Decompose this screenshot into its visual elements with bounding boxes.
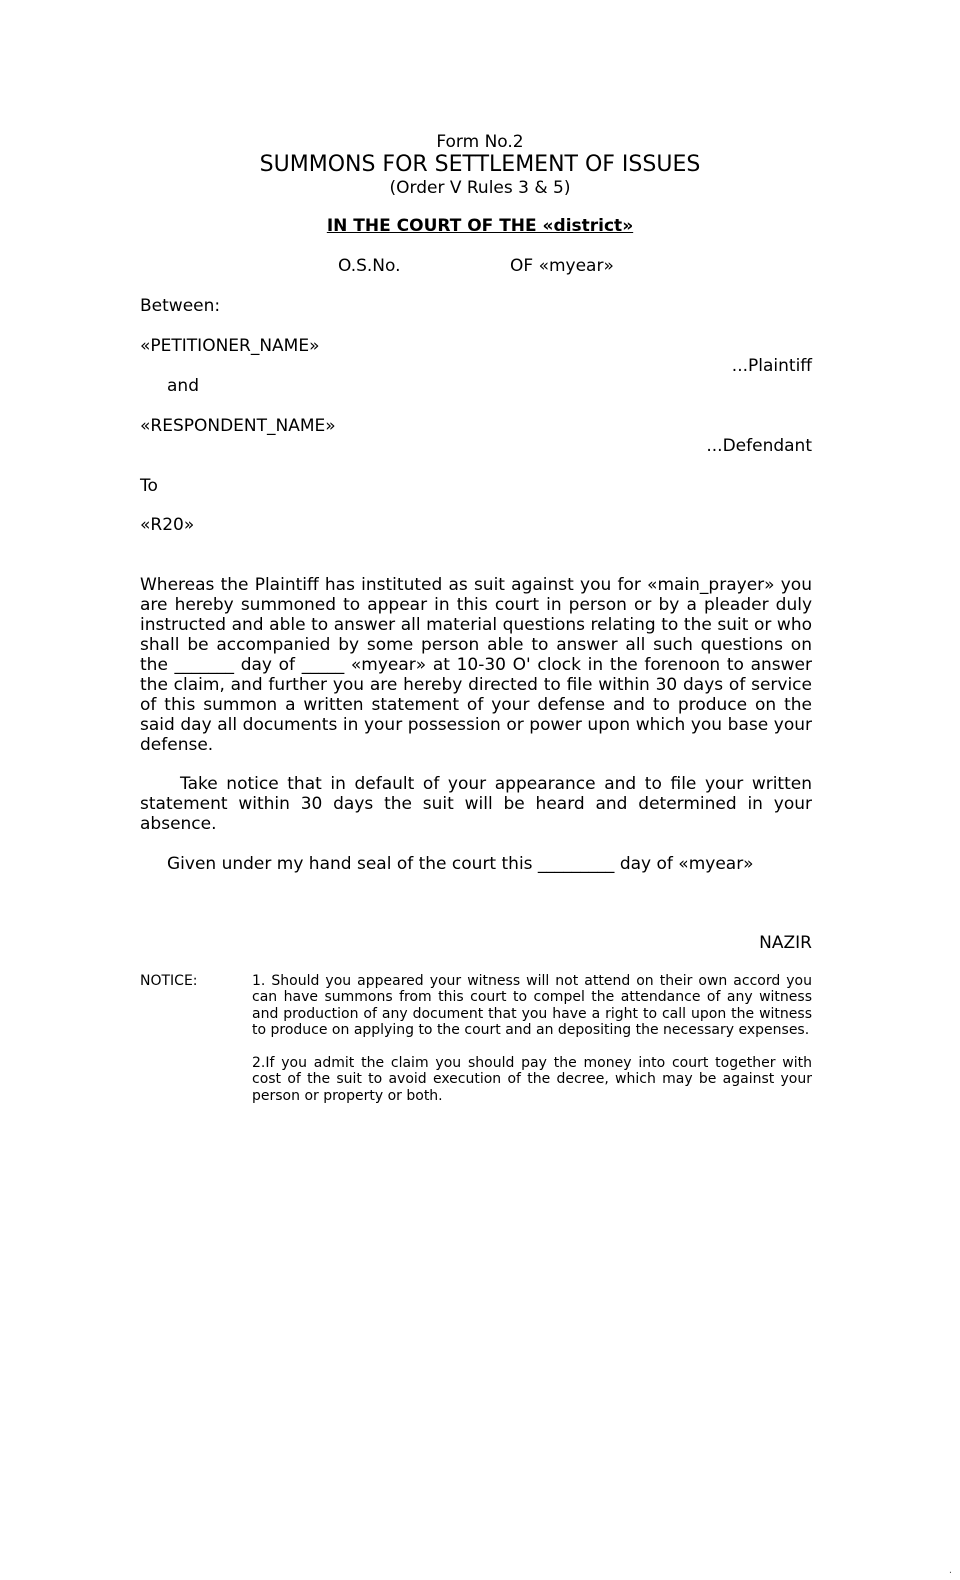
court-heading: IN THE COURT OF THE «district» xyxy=(326,216,634,236)
notice-item: 2.If you admit the claim you should pay the money into court together with cost of the suit to avoid execution of the decree, which may be against your person or property or both. xyxy=(252,1055,812,1104)
summons-paragraph: Whereas the Plaintiff has instituted as suit against you for «main_prayer» you are hereby summoned to appear in this court in person or by a pleader duly instructed and able to answer all material questions relating to the suit or who shall be accompanied by some person able to answer all such questions on the _______ day of _____ «myear» at 10-30 O' clock in the forenoon to answer the claim, and further you are hereby directed to file within 30 days of service of this summon a written statement of your defense and to produce on the said day all documents in your possession or power upon which you base your defense. xyxy=(140,575,812,755)
to-label: To xyxy=(140,476,158,496)
addressee-name: «R20» xyxy=(140,515,195,535)
respondent-name: «RESPONDENT_NAME» xyxy=(140,416,336,436)
take-notice-paragraph: Take notice that in default of your appearance and to file your written statement within 30 days the suit will be heard and determined in your absence. xyxy=(140,774,812,834)
os-year: OF «myear» xyxy=(510,256,614,276)
document-title: SUMMONS FOR SETTLEMENT OF ISSUES xyxy=(259,152,701,177)
page-mark: . xyxy=(948,1565,952,1576)
petitioner-name: «PETITIONER_NAME» xyxy=(140,336,320,356)
form-number: Form No.2 xyxy=(436,132,524,152)
plaintiff-label: ...Plaintiff xyxy=(731,356,812,376)
os-number-label: O.S.No. xyxy=(338,256,401,276)
notice-label: NOTICE: xyxy=(140,973,198,989)
notice-item: 1. Should you appeared your witness will not attend on their own accord you can have summons from this court to compel the attendance of any witness and production of any document that you have a right to call upon the witness to produce on applying to the court and an depositing the necessary expenses. xyxy=(252,973,812,1038)
between-label: Between: xyxy=(140,296,221,316)
document-subtitle: (Order V Rules 3 & 5) xyxy=(389,178,571,198)
defendant-label: ...Defendant xyxy=(706,436,812,456)
given-under-seal: Given under my hand seal of the court this _________ day of «myear» xyxy=(167,854,754,874)
signatory-nazir: NAZIR xyxy=(759,933,812,953)
and-label: and xyxy=(167,376,199,396)
